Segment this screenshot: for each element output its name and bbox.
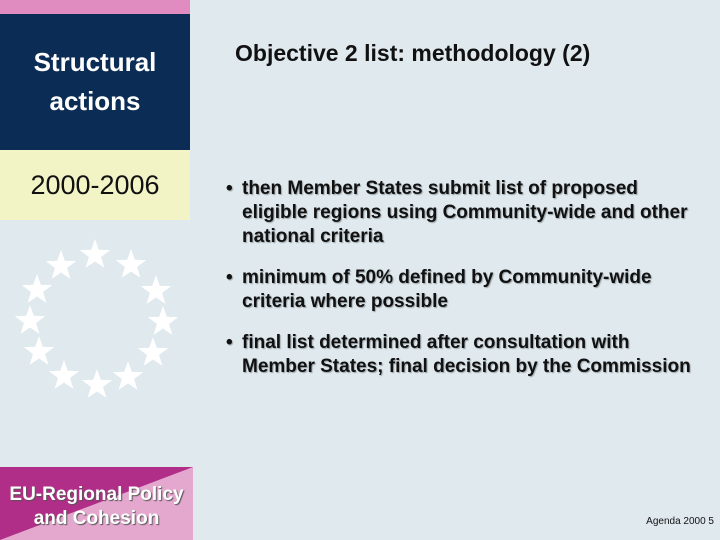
star-icon [141,275,171,304]
bullet-item [226,177,696,249]
sidebar-title-line1: Structural [33,47,157,77]
star-icon [22,274,52,303]
bullet-dot-icon: • [226,332,233,353]
sidebar-title-line2: actions [49,86,141,116]
bullet-dot-icon: • [226,267,233,288]
star-icon [113,361,143,390]
years-label: 2000-2006 [30,169,160,200]
bullet-item [226,266,696,314]
sidebar-title-block [0,14,190,150]
footer-line1: EU-Regional Policy [9,484,184,505]
bullet-list [226,177,696,396]
star-icon [82,369,112,398]
footer-text [0,483,193,531]
star-icon [116,249,146,278]
bullet-text: final list determined after consultation with Member States; final decision by the Commission [242,332,691,377]
top-accent-strip [0,0,190,14]
star-icon [46,250,76,279]
bullet-text: then Member States submit list of proposed eligible regions using Community-wide and other national criteria [242,178,688,247]
star-icon [148,306,178,335]
eu-stars-icon [8,235,183,405]
star-icon [49,360,79,389]
star-icon [80,239,110,268]
star-icon [24,336,54,365]
bullet-text: minimum of 50% defined by Community-wide criteria where possible [242,267,652,312]
years-block [0,150,190,220]
footer-line2: and Cohesion [33,508,160,529]
bullet-item [226,331,696,379]
slide-title: Objective 2 list: methodology (2) [235,40,591,66]
star-icon [15,305,45,334]
bullet-dot-icon: • [226,178,233,199]
page-number: Agenda 2000 5 [646,516,714,527]
sidebar-footer [0,467,193,540]
star-icon [138,337,168,366]
